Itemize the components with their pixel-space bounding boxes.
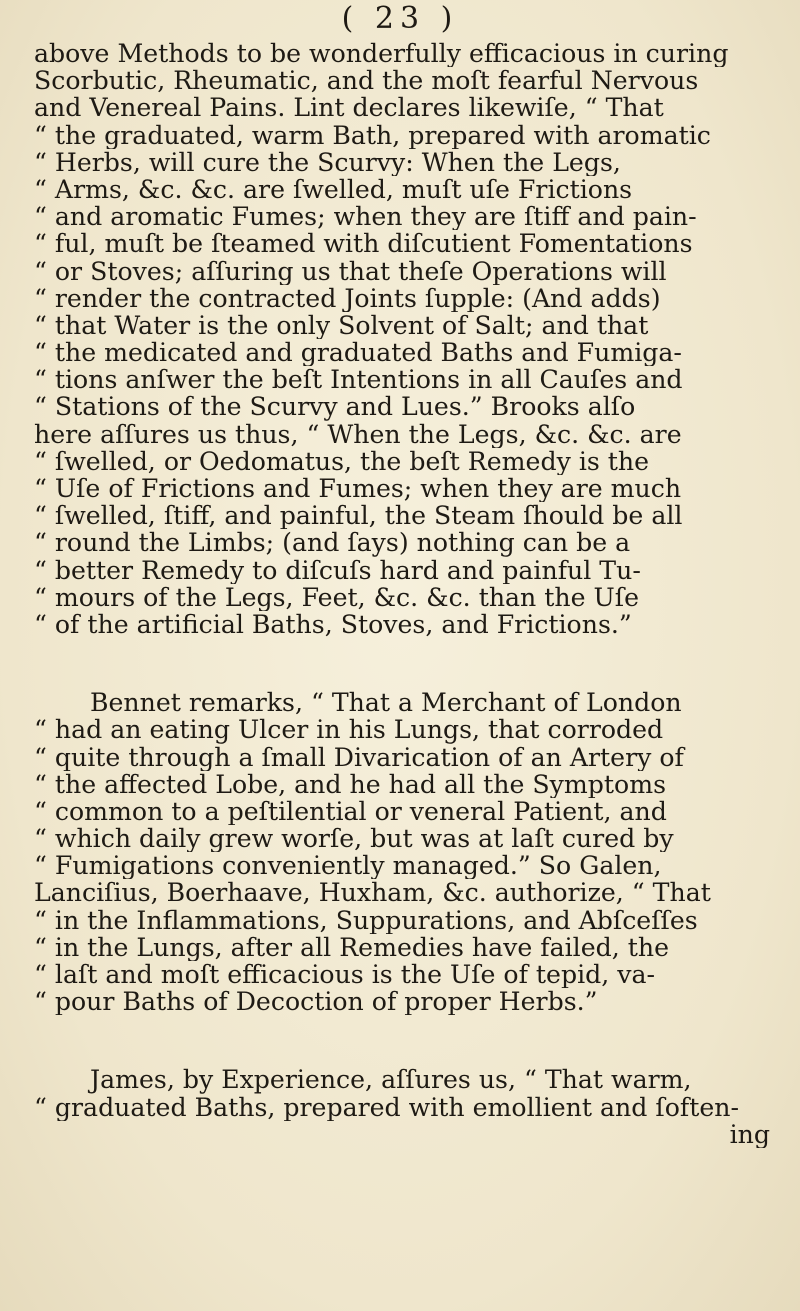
paragraph-gap: [34, 1015, 794, 1066]
text-line: “ in the Inflammations, Suppurations, and Abſceſſes: [34, 906, 698, 934]
text-line: “ graduated Baths, prepared with emollient and ſoften-: [34, 1093, 739, 1121]
text-line: “ the affected Lobe, and he had all the Symptoms: [34, 770, 666, 798]
text-line: “ the medicated and graduated Baths and Fumiga-: [34, 339, 682, 367]
text-line: “ and aromatic Fumes; when they are ſtiff and pain-: [34, 203, 697, 231]
text-line: and Venereal Pains. Lint declares likewiſe, “ That: [34, 94, 664, 122]
page-number: ( 23 ): [341, 1, 459, 36]
paragraph-gap: [34, 638, 794, 689]
text-line: James, by Experience, aſſures us, “ That warm,: [90, 1066, 692, 1094]
text-line: “ ſwelled, ſtiff, and painful, the Steam ſhould be all: [34, 502, 683, 530]
text-line: “ common to a peſtilential or veneral Patient, and: [34, 797, 667, 826]
text-line: “ tions anſwer the beſt Intentions in all Cauſes and: [34, 366, 683, 394]
text-line: “ Uſe of Frictions and Fumes; when they are much: [34, 475, 682, 503]
text-line: here aſſures us thus, “ When the Legs, &c. &c. are: [34, 420, 682, 448]
text-line: “ Stations of the Scurvy and Lues.” Brooks alſo: [34, 393, 636, 421]
text-line: “ ſwelled, or Oedomatus, the beſt Remedy is the: [34, 447, 650, 475]
text-line: “ ful, muſt be ſteamed with diſcutient Fomentations: [34, 230, 693, 258]
text-line: “ quite through a ſmall Divarication of an Artery of: [34, 743, 684, 771]
text-line: Lanciſius, Boerhaave, Huxham, &c. authorize, “ That: [34, 879, 711, 907]
text-line: “ pour Baths of Decoction of proper Herbs.”: [34, 988, 598, 1016]
text-line: “ laſt and moſt efficacious is the Uſe of tepid, va-: [34, 961, 656, 989]
catchword: ing: [729, 1120, 770, 1148]
text-line: “ or Stoves; aſſuring us that theſe Operations will: [34, 257, 667, 285]
text-line: “ Herbs, will cure the Scurvy: When the Legs,: [34, 148, 621, 176]
text-line: “ had an eating Ulcer in his Lungs, that corroded: [34, 716, 664, 744]
text-line: “ the graduated, warm Bath, prepared with aromatic: [34, 121, 711, 149]
text-line: “ round the Limbs; (and ſays) nothing can be a: [34, 529, 631, 557]
text-line: Bennet remarks, “ That a Merchant of London: [90, 689, 682, 717]
text-line: “ better Remedy to diſcuſs hard and painful Tu-: [34, 556, 641, 584]
text-line: “ mours of the Legs, Feet, &c. &c. than the Uſe: [34, 583, 639, 611]
text-line: “ that Water is the only Solvent of Salt; and that: [34, 311, 649, 340]
text-line: “ which daily grew worſe, but was at laſt cured by: [34, 825, 674, 853]
text-line: above Methods to be wonderfully efficacious in curing: [34, 40, 729, 68]
text-line: “ Arms, &c. &c. are ſwelled, muſt uſe Frictions: [34, 175, 633, 204]
text-line: “ of the artificial Baths, Stoves, and Frictions.”: [34, 610, 632, 639]
text-line: “ render the contracted Joints ſupple: (And adds): [34, 284, 661, 312]
text-line: Scorbutic, Rheumatic, and the moſt fearful Nervous: [34, 67, 699, 95]
text-line: “ in the Lungs, after all Remedies have failed, the: [34, 933, 670, 961]
text-line: “ Fumigations conveniently managed.” So Galen,: [34, 852, 662, 880]
body-text: [34, 40, 794, 1148]
